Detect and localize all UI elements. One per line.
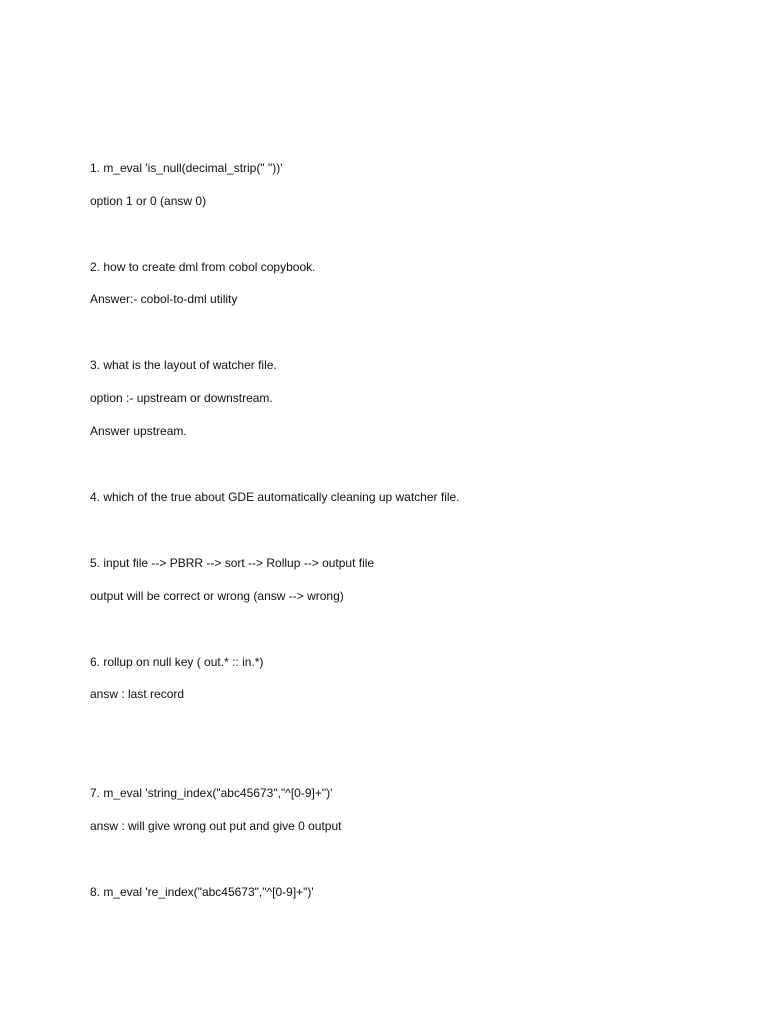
question-2: 2. how to create dml from cobol copybook. [90,260,316,274]
answer-3: Answer upstream. [90,424,187,438]
question-3: 3. what is the layout of watcher file. [90,358,277,372]
answer-7: answ : will give wrong out put and give 0 output [90,819,342,833]
question-7: 7. m_eval 'string_index("abc45673","^[0-9]+")' [90,786,333,800]
answer-5: output will be correct or wrong (answ --> wrong) [90,589,344,603]
question-4: 4. which of the true about GDE automatically cleaning up watcher file. [90,490,460,504]
question-6: 6. rollup on null key ( out.* :: in.*) [90,655,264,669]
answer-2: Answer:- cobol-to-dml utility [90,292,238,306]
answer-6: answ : last record [90,687,185,701]
answer-1: option 1 or 0 (answ 0) [90,194,207,208]
options-3: option :- upstream or downstream. [90,391,273,405]
question-5: 5. input file --> PBRR --> sort --> Rollup --> output file [90,556,375,570]
question-8: 8. m_eval 're_index("abc45673","^[0-9]+")' [90,885,314,899]
question-1: 1. m_eval 'is_null(decimal_strip(" "))' [90,161,283,175]
